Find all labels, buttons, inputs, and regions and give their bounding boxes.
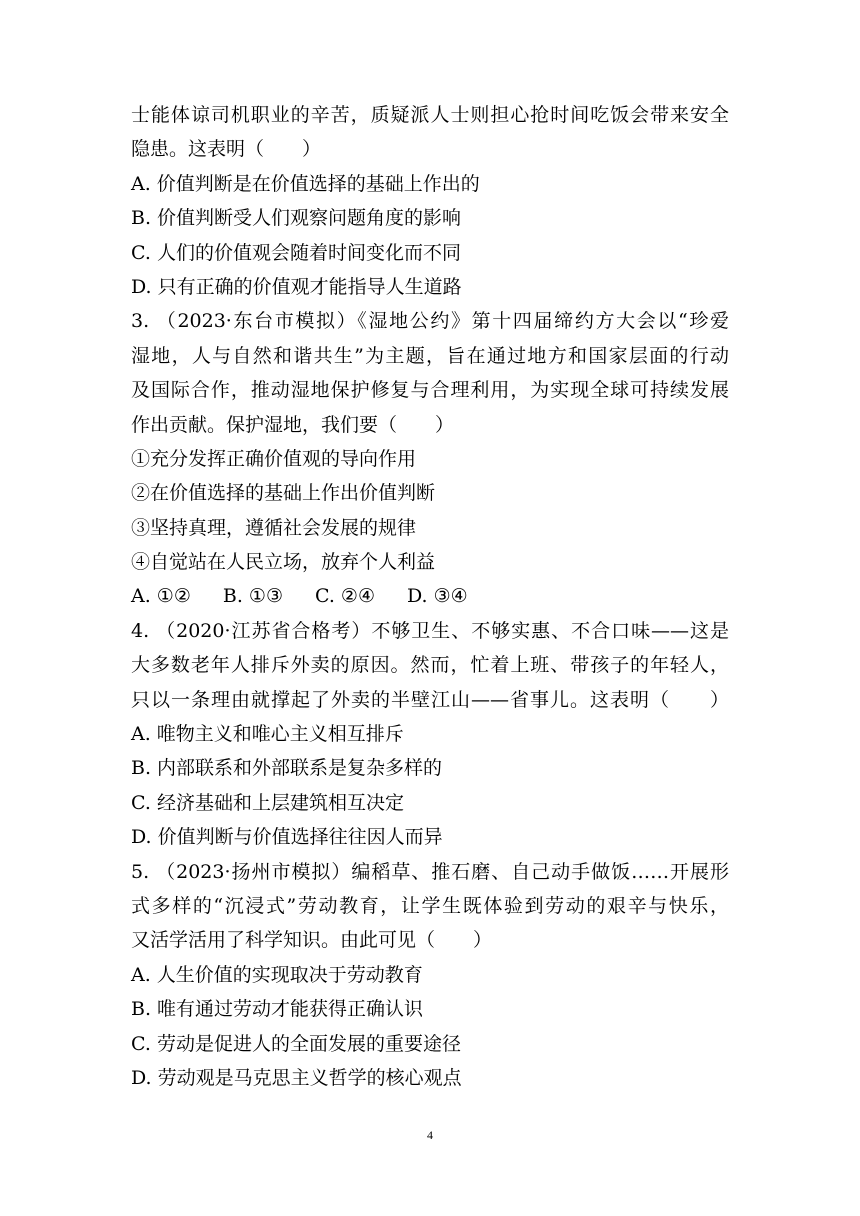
text-line: 大多数老年人排斥外卖的原因。然而，忙着上班、带孩子的年轻人， <box>131 654 729 677</box>
text-line: 士能体谅司机职业的辛苦，质疑派人士则担心抢时间吃饭会带来安全 <box>131 104 729 126</box>
option-line: C. 经济基础和上层建筑相互决定 <box>131 791 404 814</box>
option-line: C. 劳动是促进人的全面发展的重要途径 <box>131 1032 461 1055</box>
statement-line: ③坚持真理，遵循社会发展的规律 <box>131 516 417 539</box>
page-number: 4 <box>427 1128 433 1142</box>
text-line: 作出贡献。保护湿地，我们要（ ） <box>131 413 455 436</box>
text-line: 式多样的“沉浸式”劳动教育，让学生既体验到劳动的艰辛与快乐， <box>131 894 729 917</box>
option-line: A. 唯物主义和唯心主义相互排斥 <box>131 723 404 746</box>
statement-line: ②在价值选择的基础上作出价值判断 <box>131 482 436 505</box>
option-line: C. 人们的价值观会随着时间变化而不同 <box>131 241 461 264</box>
option-line: B. 内部联系和外部联系是复杂多样的 <box>131 757 443 780</box>
text-line: 湿地，人与自然和谐共生”为主题，旨在通过地方和国家层面的行动 <box>131 344 729 367</box>
option-b: B. ①③ <box>222 585 283 608</box>
text-line: 只以一条理由就撑起了外卖的半壁江山——省事儿。这表明（ ） <box>131 688 729 711</box>
statement-line: ①充分发挥正确价值观的导向作用 <box>131 447 417 470</box>
option-line: B. 价值判断受人们观察问题角度的影响 <box>131 207 462 230</box>
text-line: 及国际合作，推动湿地保护修复与合理利用，为实现全球可持续发展 <box>131 379 729 402</box>
statement-line: ④自觉站在人民立场，放弃个人利益 <box>131 551 436 574</box>
option-line: A. 价值判断是在价值选择的基础上作出的 <box>131 172 480 195</box>
option-c: C. ②④ <box>314 585 375 608</box>
option-line: A. 人生价值的实现取决于劳动教育 <box>131 963 423 986</box>
option-line: D. 价值判断与价值选择往往因人而异 <box>131 826 443 849</box>
text-line: 又活学活用了科学知识。由此可见（ ） <box>131 929 493 952</box>
option-line: B. 唯有通过劳动才能获得正确认识 <box>131 998 424 1021</box>
question-4-stem: 4. （2020·江苏省合格考）不够卫生、不够实惠、不合口味——这是 <box>131 619 729 642</box>
question-3-stem: 3. （2023·东台市模拟）《湿地公约》第十四届缔约方大会以“珍爱 <box>131 310 729 333</box>
question-content <box>131 98 731 1095</box>
question-5-stem: 5. （2023·扬州市模拟）编稻草、推石磨、自己动手做饭……开展形 <box>131 860 729 883</box>
option-line: D. 只有正确的价值观才能指导人生道路 <box>131 275 462 298</box>
option-line: D. 劳动观是马克思主义哲学的核心观点 <box>131 1066 462 1089</box>
question-3-options <box>131 579 731 613</box>
text-line: 隐患。这表明（ ） <box>131 138 322 161</box>
option-d: D. ③④ <box>407 585 468 608</box>
option-a: A. ①② <box>131 585 191 608</box>
